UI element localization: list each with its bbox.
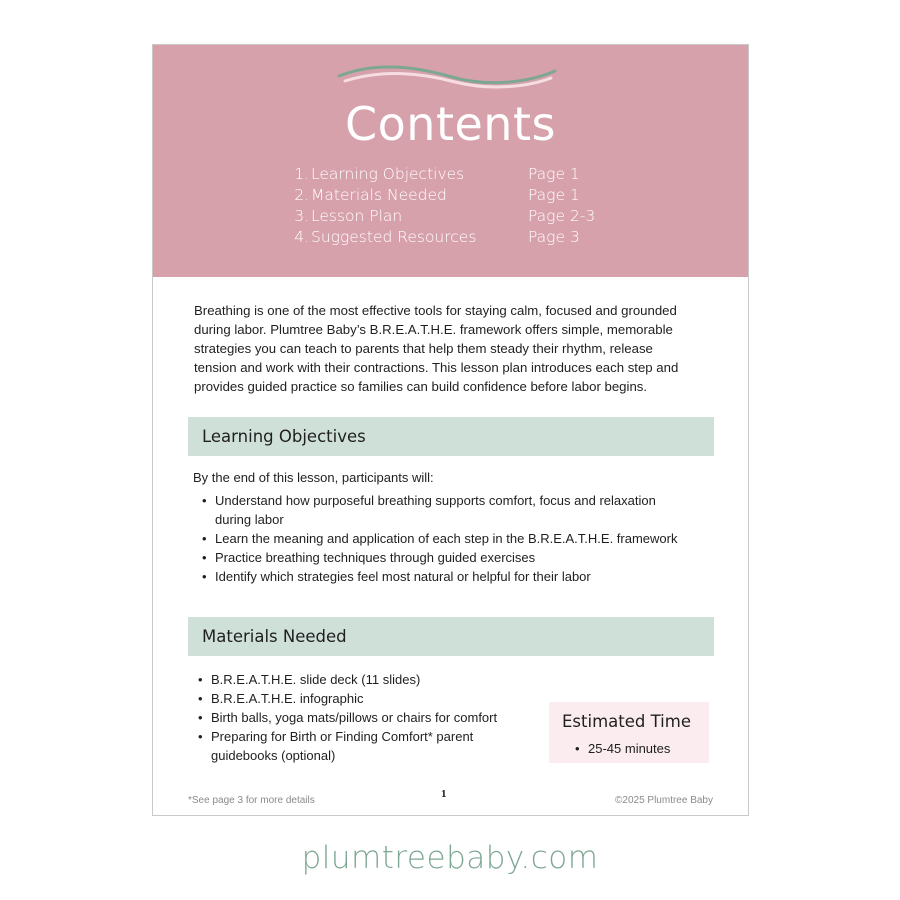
- list-item: [193, 491, 713, 529]
- estimated-time-title: Estimated Time: [562, 712, 691, 731]
- toc-number: 1.: [294, 164, 309, 183]
- toc-label: Suggested Resources: [311, 227, 477, 246]
- toc-item[interactable]: [287, 226, 627, 247]
- list-item-line: • Identify which strategies feel most natural or helpful for their labor: [215, 569, 591, 584]
- list-item-line: • Preparing for Birth or Finding Comfort* parent: [211, 729, 474, 744]
- swoosh-decoration-icon: [337, 63, 559, 99]
- toc-number: 2.: [294, 185, 309, 204]
- list-item-line: • Learn the meaning and application of each step in the B.R.E.A.T.H.E. framework: [215, 531, 678, 546]
- intro-line: provides guided practice so families can build confidence before labor begins.: [194, 379, 648, 394]
- intro-line: during labor. Plumtree Baby’s B.R.E.A.T.H.E. framework offers simple, memorable: [194, 322, 673, 337]
- list-item-line: • Birth balls, yoga mats/pillows or chairs for comfort: [211, 710, 498, 725]
- estimated-time-value: • 25-45 minutes: [566, 739, 670, 758]
- list-item: [189, 689, 549, 708]
- list-item-line: guidebooks (optional): [211, 748, 336, 763]
- list-item: [189, 708, 549, 727]
- estimated-time-box: [549, 702, 709, 763]
- intro-line: tension and work with their contractions. This lesson plan introduces each step and: [194, 360, 679, 375]
- list-item-line: • Practice breathing techniques through guided exercises: [215, 550, 536, 565]
- list-item: [189, 670, 549, 689]
- toc-label: Materials Needed: [311, 185, 447, 204]
- toc-item[interactable]: [287, 163, 627, 184]
- website-url[interactable]: plumtreebaby.com: [301, 840, 599, 876]
- list-item-line: • B.R.E.A.T.H.E. slide deck (11 slides): [211, 672, 421, 687]
- toc-item[interactable]: [287, 205, 627, 226]
- materials-needed-heading: Materials Needed: [188, 617, 714, 656]
- estimated-time-list: [566, 739, 670, 758]
- contents-header: [153, 45, 748, 277]
- toc-page: Page 1: [528, 164, 580, 183]
- intro-paragraph: [194, 301, 714, 396]
- objectives-lead: By the end of this lesson, participants will:: [193, 470, 434, 485]
- list-item: [193, 567, 713, 586]
- contents-title: Contents: [345, 97, 556, 151]
- toc-page: Page 1: [528, 185, 580, 204]
- list-item-line: • B.R.E.A.T.H.E. infographic: [211, 691, 364, 706]
- footnote: *See page 3 for more details: [188, 795, 315, 806]
- objectives-list: [193, 491, 713, 586]
- toc-label: Learning Objectives: [311, 164, 465, 183]
- list-item: [193, 548, 713, 567]
- intro-line: Breathing is one of the most effective tools for staying calm, focused and grounded: [194, 303, 677, 318]
- table-of-contents: [287, 163, 627, 247]
- lesson-plan-page: [152, 44, 749, 816]
- toc-number: 4.: [294, 227, 309, 246]
- toc-label: Lesson Plan: [311, 206, 403, 225]
- list-item: [189, 727, 549, 765]
- learning-objectives-heading: Learning Objectives: [188, 417, 714, 456]
- toc-page: Page 3: [528, 227, 580, 246]
- list-item-line: • Understand how purposeful breathing supports comfort, focus and relaxation: [215, 493, 656, 508]
- intro-line: strategies you can teach to parents that help them steady their rhythm, release: [194, 341, 653, 356]
- list-item-line: during labor: [215, 512, 284, 527]
- toc-number: 3.: [294, 206, 309, 225]
- toc-page: Page 2-3: [528, 206, 596, 225]
- list-item: [193, 529, 713, 548]
- page-number: 1: [441, 788, 447, 800]
- toc-item[interactable]: [287, 184, 627, 205]
- copyright: ©2025 Plumtree Baby: [615, 795, 713, 806]
- materials-list: [189, 670, 549, 765]
